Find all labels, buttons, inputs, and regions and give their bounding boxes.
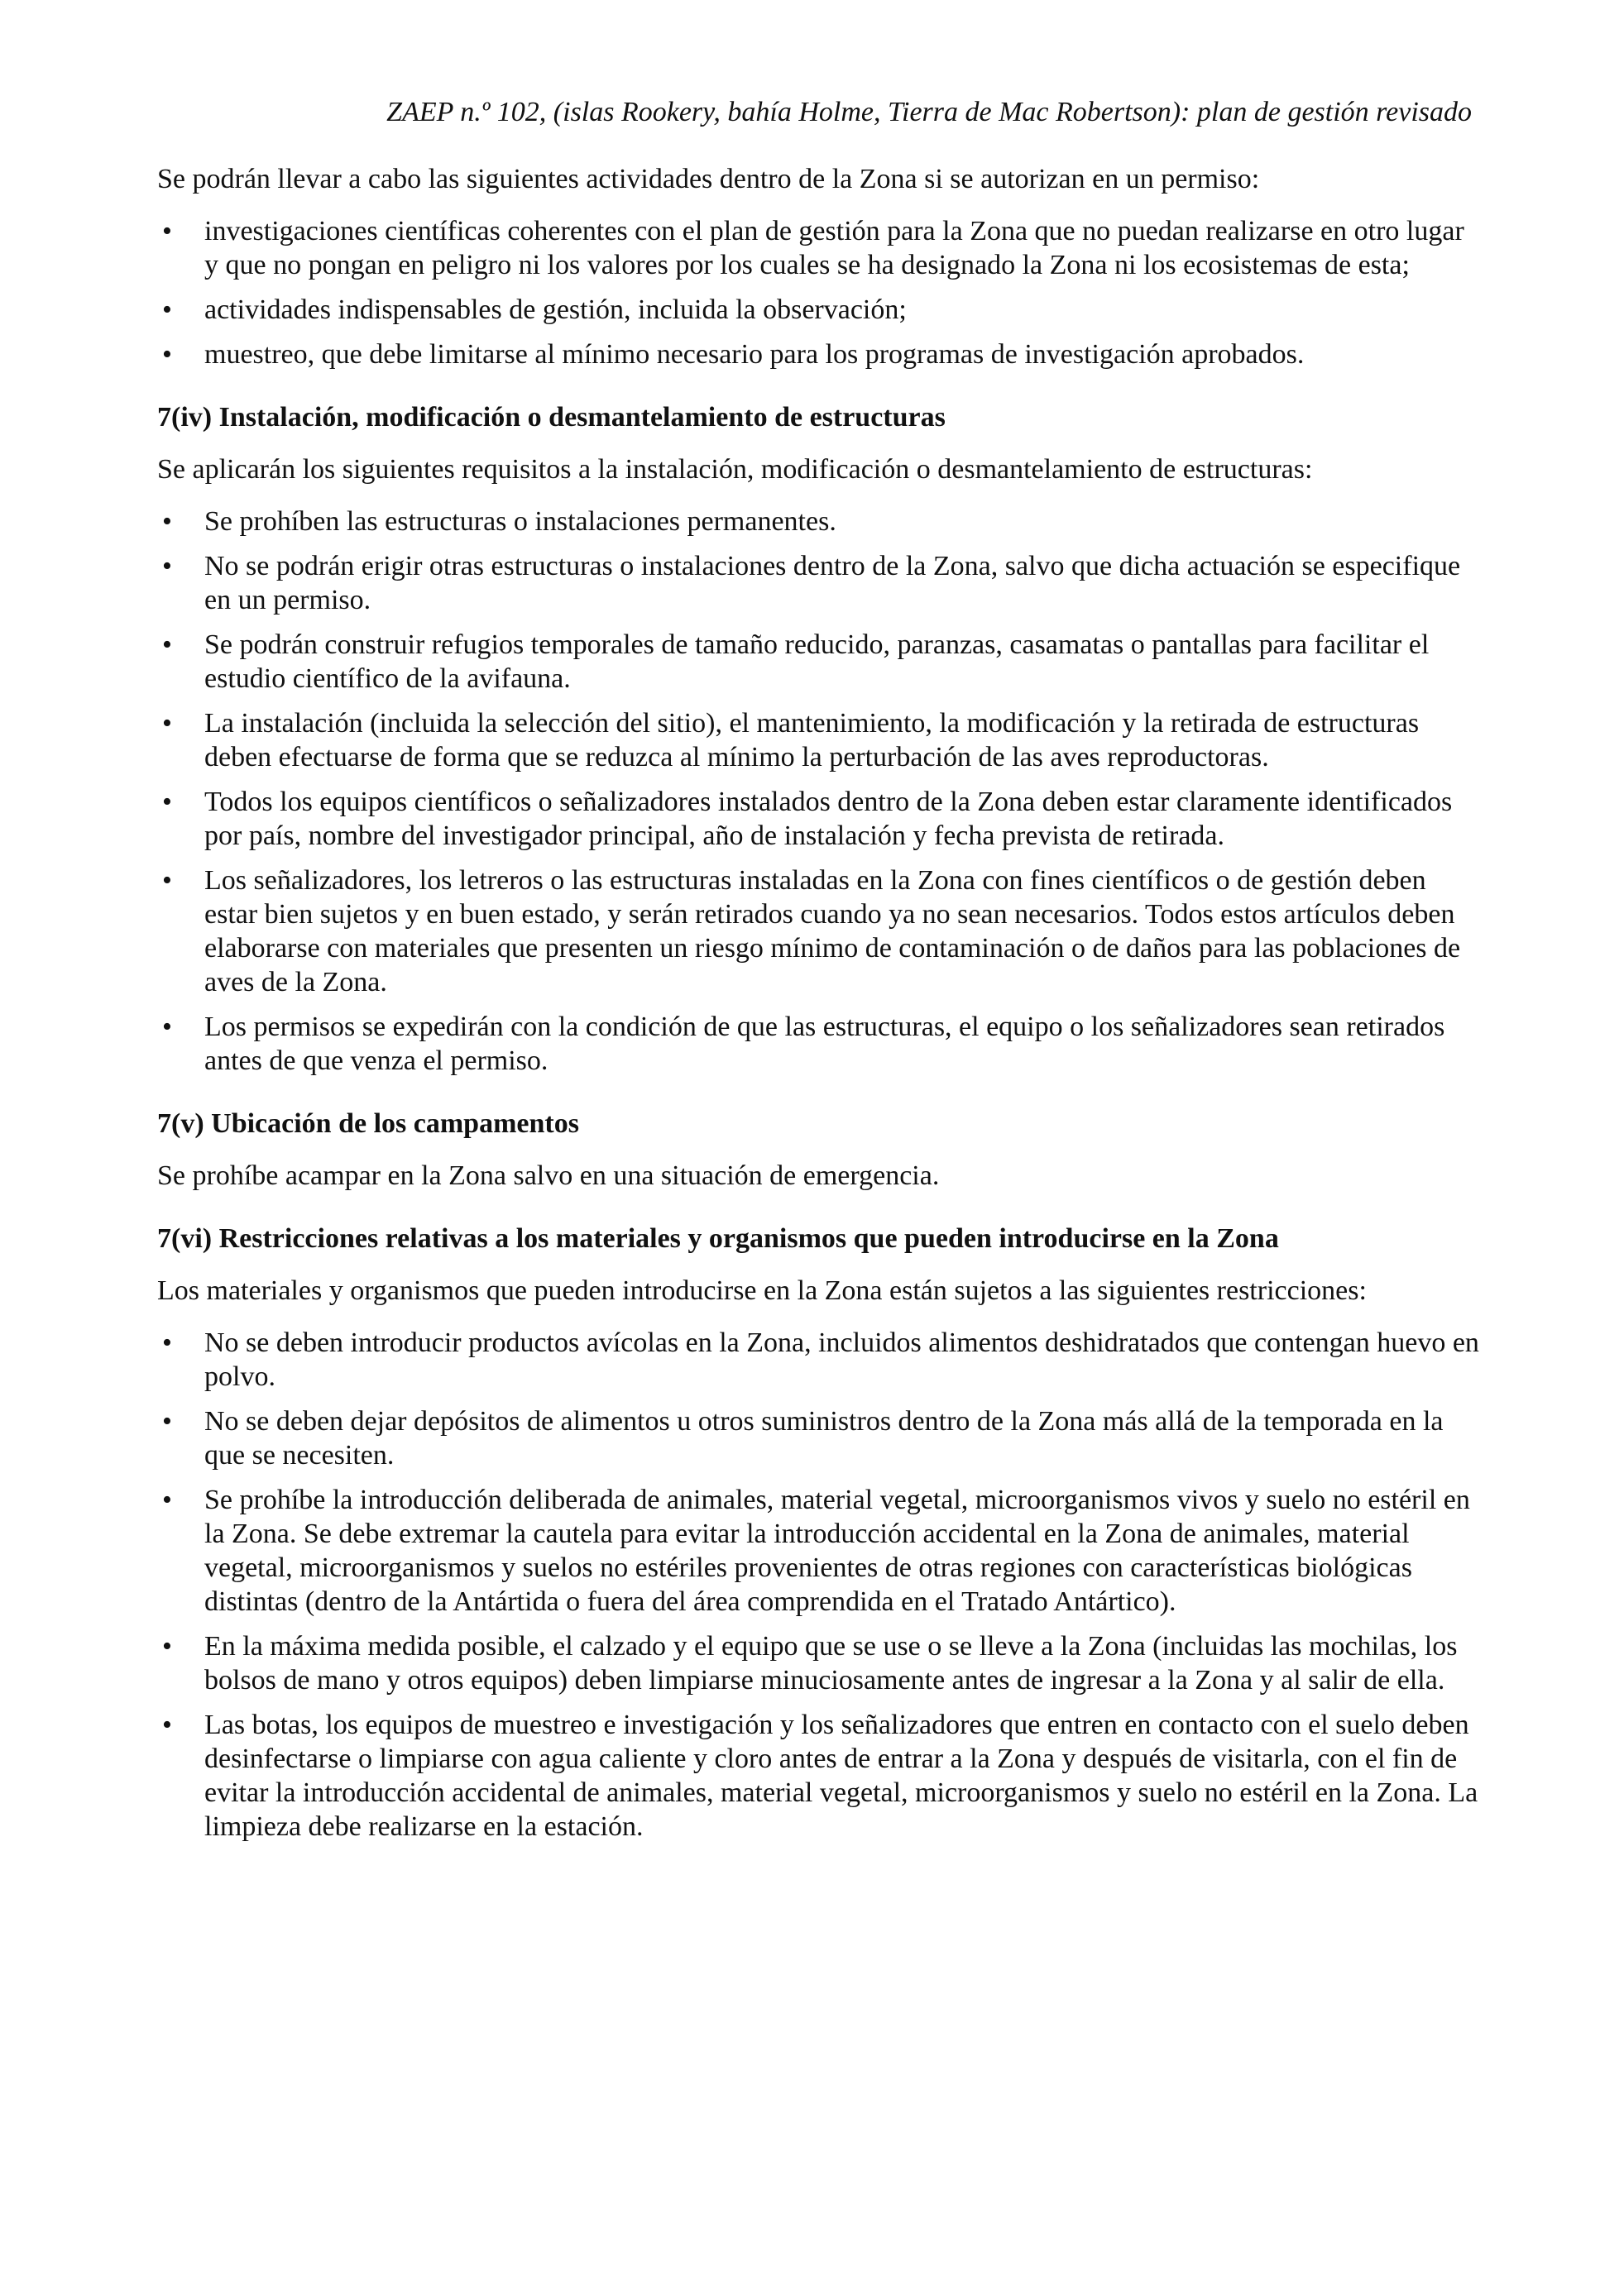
list-item: • Los señalizadores, los letreros o las estructuras instaladas en la Zona con fines científicos o de gestión deben estar bien sujetos y en buen estado, y serán retirados cuando ya no sean necesarios. Todos estos artículos deben elaborarse con materiales que presenten un riesgo mínimo de contaminación o de daños para las poblaciones de aves de la Zona. <box>157 863 1481 999</box>
list-item: • Se podrán construir refugios temporales de tamaño reducido, paranzas, casamatas o pantallas para facilitar el estudio científico de la avifauna. <box>157 628 1481 696</box>
section-heading-vi: 7(vi) Restricciones relativas a los materiales y organismos que pueden introducirse en la Zona <box>157 1223 1279 1254</box>
list-item: • actividades indispensables de gestión, incluida la observación; <box>157 293 1481 327</box>
list-item: • investigaciones científicas coherentes con el plan de gestión para la Zona que no puedan realizarse en otro lugar y que no pongan en peligro ni los valores por los cuales se ha designado la Zona ni los ecosistemas de esta; <box>157 214 1481 282</box>
list-item: • En la máxima medida posible, el calzado y el equipo que se use o se lleve a la Zona (incluidas las mochilas, los bolsos de mano y otros equipos) deben limpiarse minuciosamente antes de ingresar a la Zona y al salir de ella. <box>157 1629 1481 1697</box>
intro-bullet-list <box>157 214 1481 371</box>
list-item: • La instalación (incluida la selección del sitio), el mantenimiento, la modificación y la retirada de estructuras deben efectuarse de forma que se reduzca al mínimo la perturbación de las aves reproductoras. <box>157 706 1481 774</box>
section-vi-bullet-list <box>157 1326 1481 1844</box>
section-iv-bullet-list <box>157 505 1481 1078</box>
section-heading-v: 7(v) Ubicación de los campamentos <box>157 1108 579 1139</box>
list-item: • Se prohíben las estructuras o instalaciones permanentes. <box>157 505 1481 538</box>
list-item: • No se podrán erigir otras estructuras o instalaciones dentro de la Zona, salvo que dicha actuación se especifique en un permiso. <box>157 549 1481 617</box>
intro-paragraph: Se podrán llevar a cabo las siguientes actividades dentro de la Zona si se autorizan en un permiso: <box>157 164 1260 194</box>
list-item: • Se prohíbe la introducción deliberada de animales, material vegetal, microorganismos vivos y suelo no estéril en la Zona. Se debe extremar la cautela para evitar la introducción accidental en la Zona de animales, material vegetal, microorganismos y suelos no estériles provenientes de otras regiones con características biológicas distintas (dentro de la Antártida o fuera del área comprendida en el Tratado Antártico). <box>157 1483 1481 1619</box>
section-iv-intro: Se aplicarán los siguientes requisitos a la instalación, modificación o desmantelamiento de estructuras: <box>157 454 1313 485</box>
list-item: • Todos los equipos científicos o señalizadores instalados dentro de la Zona deben estar claramente identificados por país, nombre del investigador principal, año de instalación y fecha prevista de retirada. <box>157 785 1481 853</box>
section-v-paragraph: Se prohíbe acampar en la Zona salvo en una situación de emergencia. <box>157 1160 940 1191</box>
section-heading-iv: 7(iv) Instalación, modificación o desmantelamiento de estructuras <box>157 402 946 433</box>
list-item: • No se deben introducir productos avícolas en la Zona, incluidos alimentos deshidratados que contengan huevo en polvo. <box>157 1326 1481 1394</box>
section-vi-intro: Los materiales y organismos que pueden introducirse en la Zona están sujetos a las siguientes restricciones: <box>157 1275 1367 1306</box>
document-body <box>157 162 1481 1865</box>
list-item: • muestreo, que debe limitarse al mínimo necesario para los programas de investigación aprobados. <box>157 337 1481 371</box>
running-header: ZAEP n.º 102, (islas Rookery, bahía Holme, Tierra de Mac Robertson): plan de gestión revisado <box>386 97 1472 127</box>
list-item: • Los permisos se expedirán con la condición de que las estructuras, el equipo o los señalizadores sean retirados antes de que venza el permiso. <box>157 1010 1481 1078</box>
list-item: • No se deben dejar depósitos de alimentos u otros suministros dentro de la Zona más allá de la temporada en la que se necesiten. <box>157 1404 1481 1472</box>
list-item: • Las botas, los equipos de muestreo e investigación y los señalizadores que entren en contacto con el suelo deben desinfectarse o limpiarse con agua caliente y cloro antes de entrar a la Zona y después de visitarla, con el fin de evitar la introducción accidental de animales, material vegetal, microorganismos y suelo no estéril en la Zona. La limpieza debe realizarse en la estación. <box>157 1708 1481 1844</box>
